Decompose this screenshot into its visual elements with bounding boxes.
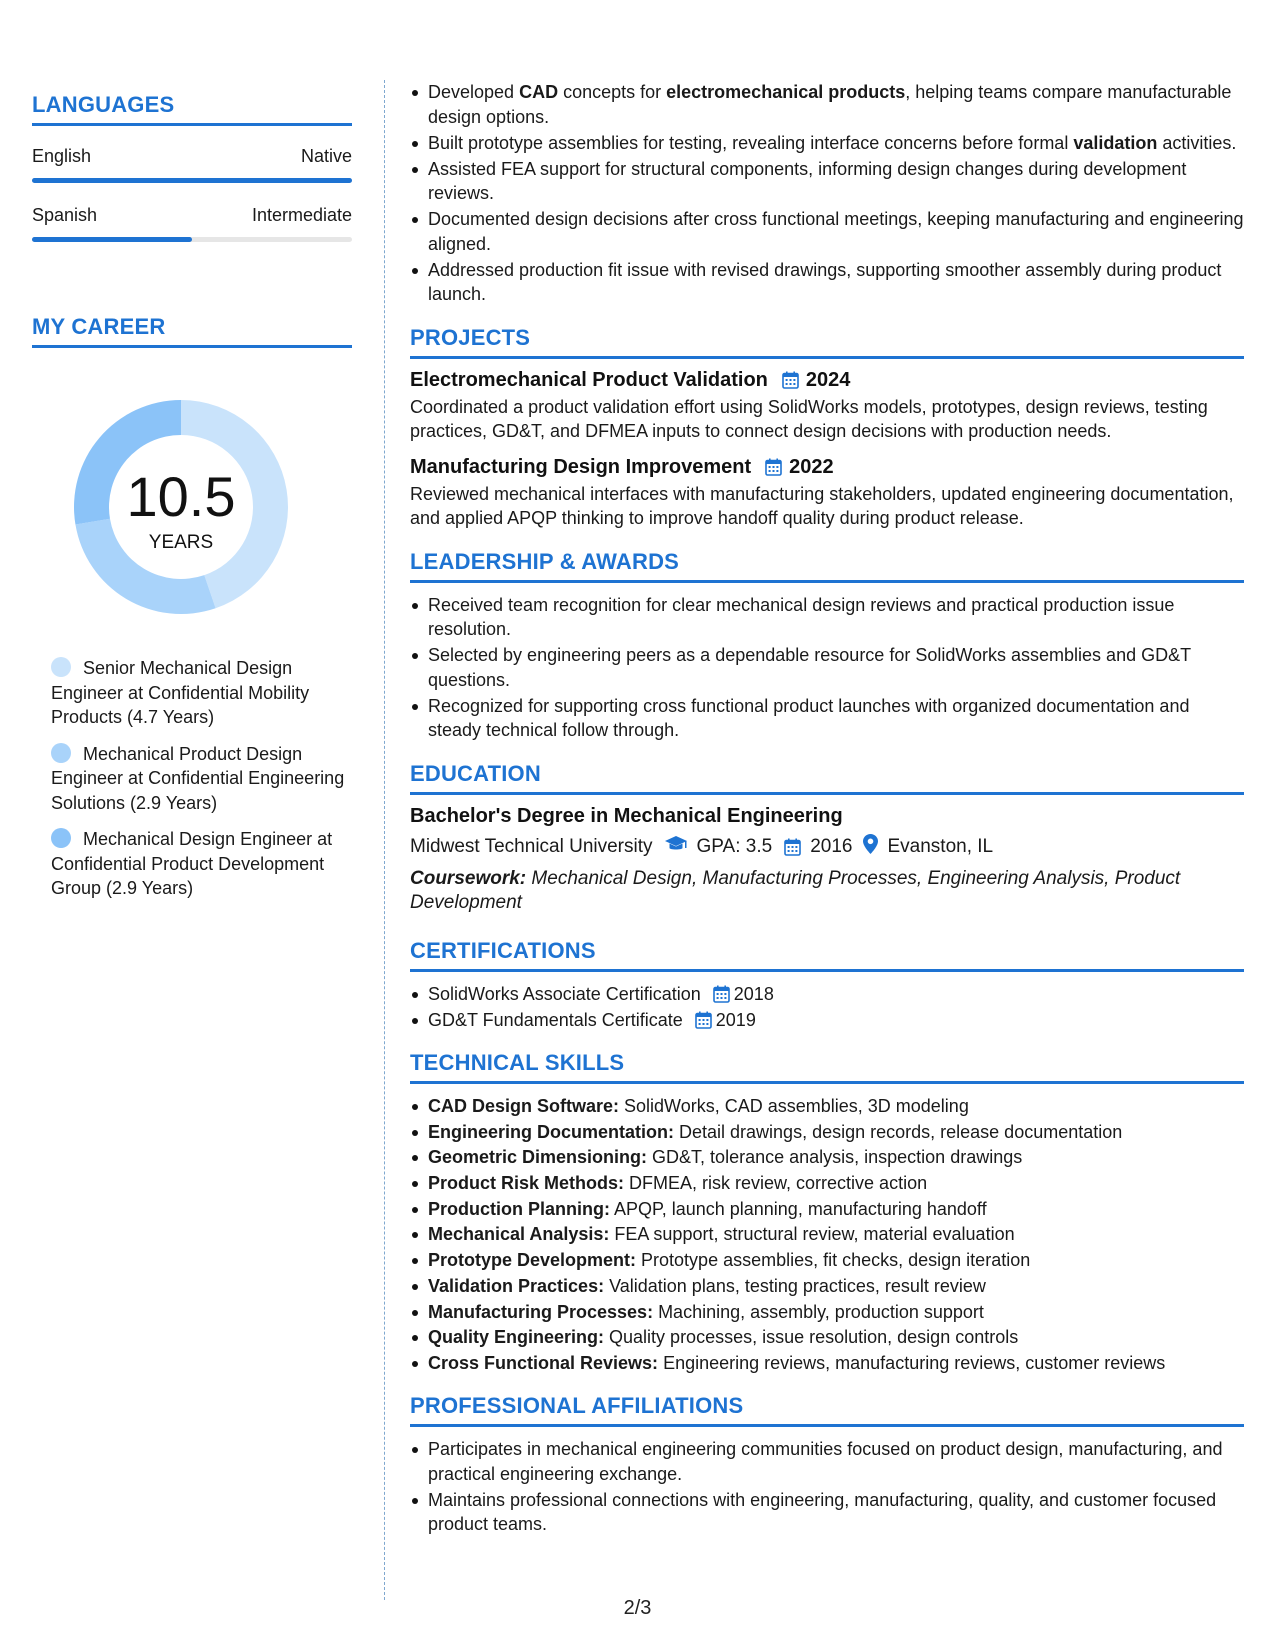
certification-name: GD&T Fundamentals Certificate xyxy=(428,1009,683,1030)
skill-value: Engineering reviews, manufacturing reviews, customer reviews xyxy=(658,1352,1166,1373)
education-section xyxy=(410,761,1244,916)
calendar-icon xyxy=(784,838,801,856)
project-item xyxy=(410,456,1244,531)
skill-item xyxy=(410,1171,1244,1196)
career-donut-chart xyxy=(66,392,296,622)
skill-label: Production Planning: xyxy=(428,1198,610,1219)
coursework-text: Mechanical Design, Manufacturing Processes, Engineering Analysis, Product Development xyxy=(410,867,1181,913)
language-level: Native xyxy=(300,146,352,166)
education-gpa: GPA: 3.5 xyxy=(696,835,773,857)
language-level: Intermediate xyxy=(251,205,352,225)
career-role-text: Mechanical Product Design Engineer at Confidential Engineering Solutions (2.9 Years) xyxy=(51,743,345,813)
affiliation-item: Maintains professional connections with engineering, manufacturing, quality, and customer focused product teams. xyxy=(410,1488,1244,1537)
language-item xyxy=(32,146,352,183)
certifications-section xyxy=(410,938,1244,1033)
skill-item xyxy=(410,1274,1244,1299)
career-total-unit: YEARS xyxy=(148,532,214,553)
calendar-icon xyxy=(713,985,730,1003)
column-divider xyxy=(384,80,385,1600)
leadership-item: Selected by engineering peers as a dependable resource for SolidWorks assemblies and GD&T questions. xyxy=(410,643,1244,692)
skill-label: CAD Design Software: xyxy=(428,1096,620,1116)
certification-item xyxy=(410,982,1244,1007)
project-year: 2022 xyxy=(789,455,834,478)
skill-value: DFMEA, risk review, corrective action xyxy=(624,1173,928,1194)
languages-heading: LANGUAGES xyxy=(32,92,352,126)
education-degree: Bachelor's Degree in Mechanical Engineering xyxy=(410,804,843,827)
skill-item xyxy=(410,1325,1244,1350)
calendar-icon xyxy=(782,371,799,389)
project-name: Electromechanical Product Validation xyxy=(410,368,768,391)
education-school: Midwest Technical University xyxy=(410,835,653,857)
skill-label: Mechanical Analysis: xyxy=(428,1224,610,1245)
project-year: 2024 xyxy=(805,368,851,391)
skill-label: Cross Functional Reviews: xyxy=(428,1352,659,1373)
main-column xyxy=(410,80,1244,1538)
skill-label: Quality Engineering: xyxy=(428,1327,605,1348)
skill-item xyxy=(410,1351,1244,1376)
skill-value: Validation plans, testing practices, result review xyxy=(604,1275,986,1296)
coursework-label: Coursework: xyxy=(410,867,527,889)
career-section xyxy=(32,314,352,901)
career-roles-list xyxy=(32,656,352,901)
experience-item: Documented design decisions after cross functional meetings, keeping manufacturing and engineering aligned. xyxy=(410,207,1244,256)
experience-item: Assisted FEA support for structural components, informing design changes during development reviews. xyxy=(410,157,1244,206)
education-coursework xyxy=(410,867,1244,916)
certification-item xyxy=(410,1008,1244,1033)
calendar-icon xyxy=(695,1011,712,1029)
career-role-dot xyxy=(51,828,71,848)
education-location: Evanston, IL xyxy=(887,835,994,857)
calendar-icon xyxy=(765,458,782,476)
skills-heading: TECHNICAL SKILLS xyxy=(410,1050,1244,1084)
skill-value: Machining, assembly, production support xyxy=(653,1301,984,1322)
language-proficiency-fill xyxy=(32,178,352,183)
career-role-item xyxy=(51,827,352,901)
language-proficiency-bar xyxy=(32,237,352,242)
project-description: Reviewed mechanical interfaces with manufacturing stakeholders, updated engineering documentation, and applied APQP thinking to improve handoff quality during product release. xyxy=(410,483,1234,528)
leadership-item: Recognized for supporting cross functional product launches with organized documentation and steady technical follow through. xyxy=(410,694,1244,743)
career-role-item xyxy=(51,742,352,816)
page-number: 2/3 xyxy=(623,1597,652,1619)
affiliations-heading: PROFESSIONAL AFFILIATIONS xyxy=(410,1393,1244,1427)
skill-label: Prototype Development: xyxy=(428,1250,637,1271)
affiliation-item: Participates in mechanical engineering communities focused on product design, manufacturing, and practical engineering exchange. xyxy=(410,1437,1244,1486)
skill-item xyxy=(410,1094,1244,1119)
certification-name: SolidWorks Associate Certification xyxy=(428,983,701,1004)
experience-item: Addressed production fit issue with revised drawings, supporting smoother assembly during product launch. xyxy=(410,258,1244,307)
skill-value: Detail drawings, design records, release documentation xyxy=(674,1121,1123,1142)
experience-bullets xyxy=(410,80,1244,307)
skill-value: FEA support, structural review, material evaluation xyxy=(609,1224,1015,1245)
skill-item xyxy=(410,1222,1244,1247)
skills-section xyxy=(410,1050,1244,1375)
sidebar xyxy=(32,92,352,913)
leadership-heading: LEADERSHIP & AWARDS xyxy=(410,549,1244,583)
skill-value: APQP, launch planning, manufacturing handoff xyxy=(610,1198,987,1219)
graduation-cap-icon xyxy=(664,835,688,859)
career-role-dot xyxy=(51,743,71,763)
experience-item: Developed CAD concepts for electromechanical products, helping teams compare manufacturable design options. xyxy=(410,80,1244,129)
education-year: 2016 xyxy=(810,835,853,857)
skill-value: GD&T, tolerance analysis, inspection drawings xyxy=(647,1147,1023,1168)
career-total-years: 10.5 xyxy=(126,465,236,528)
skill-value: SolidWorks, CAD assemblies, 3D modeling xyxy=(619,1096,969,1116)
project-description: Coordinated a product validation effort using SolidWorks models, prototypes, design reviews, testing practices, GD&T, and DFMEA inputs to connect design decisions with production needs. xyxy=(410,396,1208,441)
career-role-text: Mechanical Design Engineer at Confidential Product Development Group (2.9 Years) xyxy=(51,829,333,898)
languages-section xyxy=(32,92,352,242)
career-heading: MY CAREER xyxy=(32,314,352,348)
experience-item: Built prototype assemblies for testing, revealing interface concerns before formal validation activities. xyxy=(410,131,1244,156)
language-proficiency-fill xyxy=(32,237,192,242)
location-pin-icon xyxy=(863,834,878,860)
language-item xyxy=(32,205,352,242)
skill-label: Product Risk Methods: xyxy=(428,1173,625,1194)
career-role-dot xyxy=(51,657,71,677)
skill-item xyxy=(410,1248,1244,1273)
leadership-item: Received team recognition for clear mechanical design reviews and practical production issue resolution. xyxy=(410,593,1244,642)
career-role-item xyxy=(51,656,352,730)
career-role-text: Senior Mechanical Design Engineer at Confidential Mobility Products (4.7 Years) xyxy=(51,658,310,727)
skill-label: Engineering Documentation: xyxy=(428,1121,675,1142)
project-name: Manufacturing Design Improvement xyxy=(410,455,752,478)
leadership-section xyxy=(410,549,1244,743)
skill-value: Quality processes, issue resolution, design controls xyxy=(604,1327,1019,1348)
certifications-heading: CERTIFICATIONS xyxy=(410,938,1244,972)
skill-item xyxy=(410,1145,1244,1170)
projects-section xyxy=(410,325,1244,531)
skill-value: Prototype assemblies, fit checks, design iteration xyxy=(636,1250,1031,1271)
skill-item xyxy=(410,1120,1244,1145)
skill-label: Geometric Dimensioning: xyxy=(428,1147,648,1168)
projects-heading: PROJECTS xyxy=(410,325,1244,359)
project-item xyxy=(410,369,1244,444)
skill-label: Manufacturing Processes: xyxy=(428,1301,654,1322)
language-name: Spanish xyxy=(32,205,98,225)
education-heading: EDUCATION xyxy=(410,761,1244,795)
affiliations-section xyxy=(410,1393,1244,1537)
skill-item xyxy=(410,1300,1244,1325)
skill-label: Validation Practices: xyxy=(428,1275,605,1296)
certification-year: 2019 xyxy=(715,1009,756,1030)
skill-item xyxy=(410,1197,1244,1222)
language-name: English xyxy=(32,146,92,166)
certification-year: 2018 xyxy=(733,983,774,1004)
language-proficiency-bar xyxy=(32,178,352,183)
